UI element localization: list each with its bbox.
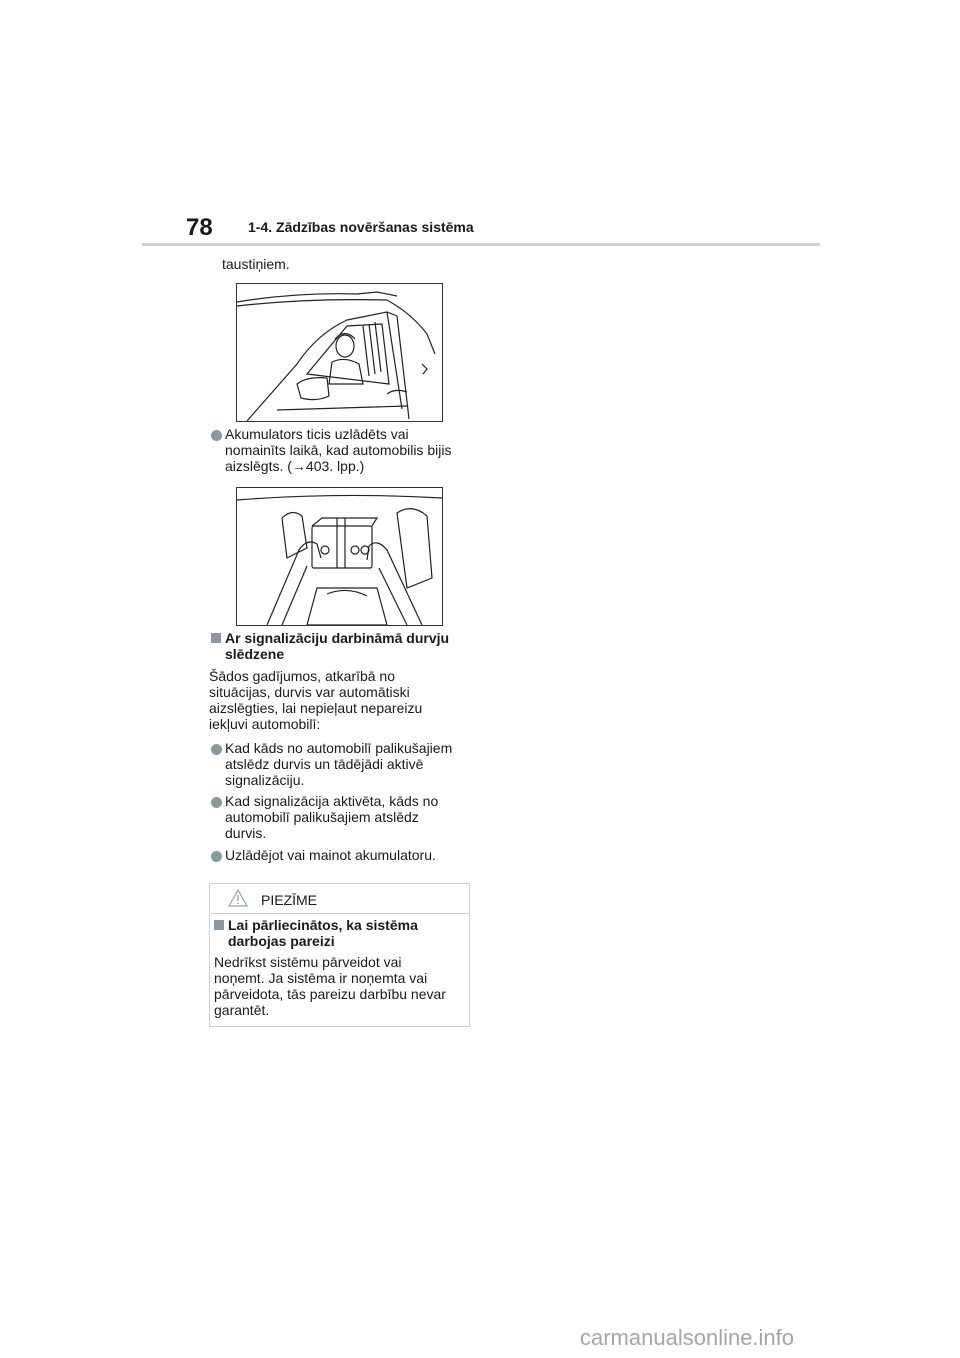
bullet-battery-text: Akumulators ticis uzlādēts vai nomainīts laikā, kad automobilis bijis aizslēgts. (→403. lpp.): [225, 426, 452, 474]
illustration-battery-replacement: [236, 487, 443, 626]
note-heading: Lai pārliecinātos, ka sistēma darbojas pareizi: [228, 917, 418, 949]
bullet-alarm-active-text: Kad signalizācija aktivēta, kāds no automobilī palikušajiem atslēdz durvis.: [225, 793, 439, 841]
watermark-text: carmanualsonline.info: [580, 1325, 795, 1350]
alarm-section-heading: Ar signalizāciju darbināmā durvju slēdzene: [225, 630, 450, 662]
page-number: 78: [186, 214, 213, 241]
alarm-section-paragraph: Šādos gadījumos, atkarībā no situācijas, durvis var automātiski aizslēgties, lai nepieļaut nepareizu iekļuvi automobilī:: [209, 668, 423, 732]
note-label: PIEZĪME: [261, 892, 318, 908]
note-square-icon: [214, 920, 224, 930]
bullet-unlock-activates-text: Kad kāds no automobilī palikušajiem atslēdz durvis un tādējādi aktivē signalizāciju.: [225, 740, 453, 788]
intro-text: taustiņiem.: [222, 256, 290, 272]
bullet-icon: [211, 430, 222, 441]
bullet-icon: [211, 744, 222, 755]
note-paragraph: Nedrīkst sistēmu pārveidot vai noņemt. Ja sistēma ir noņemta vai pārveidota, tās pareizu darbību nevar garantēt.: [214, 954, 446, 1018]
warning-triangle-icon: [228, 889, 248, 907]
section-square-icon: [211, 633, 221, 643]
person-in-car-drawing: [237, 284, 442, 421]
bullet-battery-change-text: Uzlādējot vai mainot akumulatoru.: [225, 847, 436, 863]
section-title: 1-4. Zādzības novēršanas sistēma: [248, 219, 474, 235]
header-divider: [142, 243, 820, 246]
bullet-icon: [211, 797, 222, 808]
battery-drawing: [237, 488, 442, 625]
note-header-divider: [209, 913, 469, 914]
bullet-icon: [211, 851, 222, 862]
illustration-person-in-car: [236, 283, 443, 422]
